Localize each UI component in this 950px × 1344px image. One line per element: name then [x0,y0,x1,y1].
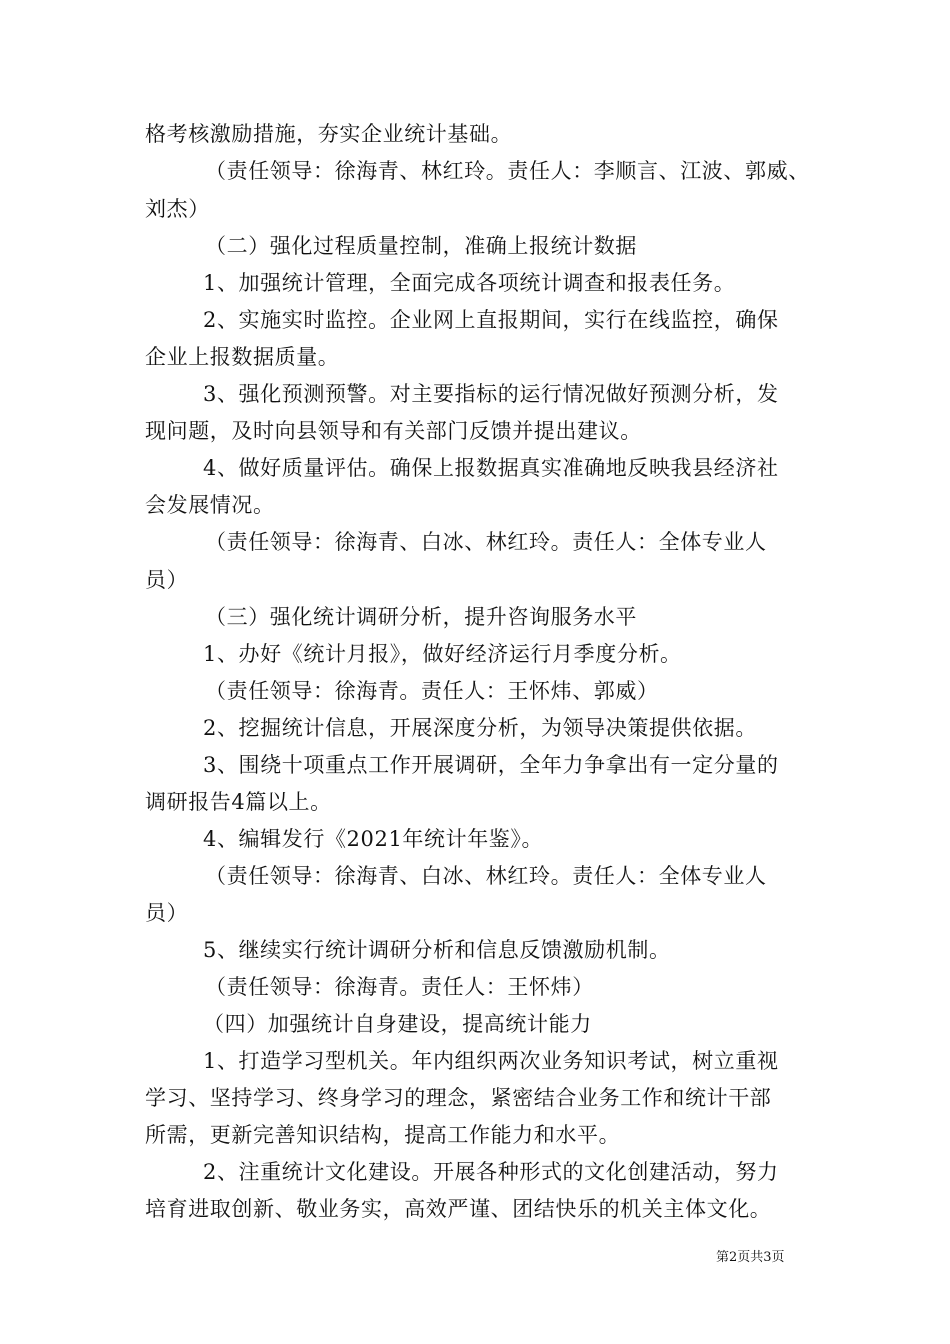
section-heading: （二）强化过程质量控制，准确上报统计数据 [205,234,637,258]
text-line: 2、挖掘统计信息，开展深度分析，为领导决策提供依据。 [203,716,757,740]
section-heading: （四）加强统计自身建设，提高统计能力 [203,1012,592,1036]
text-line: 4、编辑发行《2021年统计年鉴》。 [203,827,544,851]
text-line: 格考核激励措施，夯实企业统计基础。 [145,122,513,146]
text-line: 5、继续实行统计调研分析和信息反馈激励机制。 [203,938,671,962]
text-line: 1、加强统计管理，全面完成各项统计调查和报表任务。 [203,271,736,295]
text-line: 4、做好质量评估。确保上报数据真实准确地反映我县经济社 [203,456,779,480]
text-line: 培育进取创新、敬业务实，高效严谨、团结快乐的机关主体文化。 [145,1197,772,1221]
text-line: 学习、坚持学习、终身学习的理念，紧密结合业务工作和统计干部 [145,1086,772,1110]
text-line: 刘杰） [145,197,210,221]
text-line: （责任领导：徐海青。责任人：王怀炜、郭威） [205,679,659,703]
text-line: （责任领导：徐海青。责任人：王怀炜） [205,975,594,999]
text-line: （责任领导：徐海青、林红玲。责任人：李顺言、江波、郭威、 [205,159,810,183]
page-number-footer: 第2页共3页 [716,1250,785,1265]
text-line: 3、强化预测预警。对主要指标的运行情况做好预测分析，发 [203,382,779,406]
text-line: 2、注重统计文化建设。开展各种形式的文化创建活动，努力 [203,1160,779,1184]
text-line: 员） [145,568,189,592]
text-line: 所需，更新完善知识结构，提高工作能力和水平。 [145,1123,621,1147]
text-line: 会发展情况。 [145,493,275,517]
text-line: 调研报告4篇以上。 [145,790,332,814]
text-line: 1、办好《统计月报》，做好经济运行月季度分析。 [203,642,682,666]
text-line: （责任领导：徐海青、白冰、林红玲。责任人：全体专业人 [205,864,767,888]
text-line: 员） [145,901,189,925]
text-line: 3、围绕十项重点工作开展调研，全年力争拿出有一定分量的 [203,753,779,777]
text-line: 1、打造学习型机关。年内组织两次业务知识考试，树立重视 [203,1049,779,1073]
section-heading: （三）强化统计调研分析，提升咨询服务水平 [205,605,637,629]
text-line: 企业上报数据质量。 [145,345,340,369]
text-line: 2、实施实时监控。企业网上直报期间，实行在线监控，确保 [203,308,779,332]
text-line: 现问题，及时向县领导和有关部门反馈并提出建议。 [145,419,642,443]
text-line: （责任领导：徐海青、白冰、林红玲。责任人：全体专业人 [205,530,767,554]
